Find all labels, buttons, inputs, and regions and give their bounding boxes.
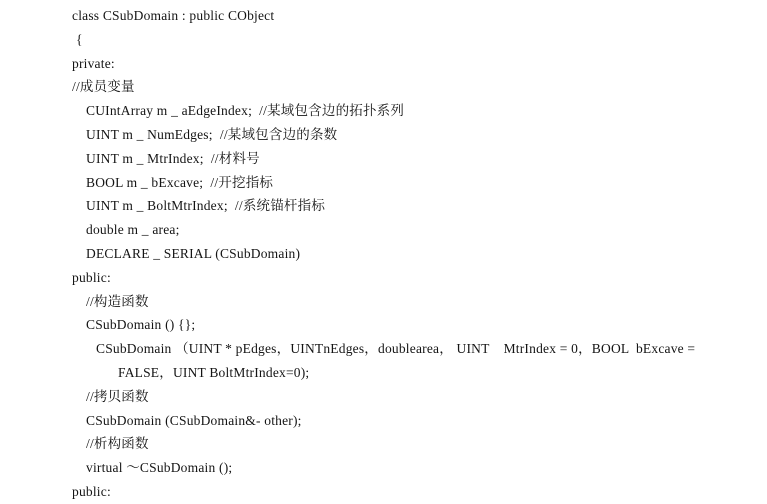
code-listing bbox=[0, 4, 767, 504]
code-line: CSubDomain （UINT * pEdges，UINTnEdges，doublearea， UINT MtrIndex = 0，BOOL bExcave = bbox=[96, 341, 696, 357]
code-line: UINT m _ MtrIndex; //材料号 bbox=[86, 150, 260, 166]
code-line: //拷贝函数 bbox=[86, 388, 149, 404]
code-line: class CSubDomain : public CObject bbox=[72, 8, 275, 23]
code-line: private: bbox=[72, 55, 115, 71]
code-line-continuation: FALSE，UINT BoltMtrIndex=0); bbox=[118, 364, 310, 380]
code-line: public: bbox=[72, 483, 111, 499]
code-line: UINT m _ BoltMtrIndex; //系统锚杆指标 bbox=[86, 198, 326, 214]
code-line: DECLARE _ SERIAL (CSubDomain) bbox=[86, 245, 301, 261]
code-line: //析构函数 bbox=[86, 436, 149, 452]
code-line: CSubDomain (CSubDomain&- other); bbox=[86, 412, 302, 428]
code-line: CUIntArray m _ aEdgeIndex; //某域包含边的拓扑系列 bbox=[86, 103, 405, 119]
code-line: //成员变量 bbox=[72, 79, 135, 95]
code-line: { bbox=[76, 31, 83, 47]
code-line: double m _ area; bbox=[86, 222, 180, 238]
code-line: BOOL m _ bExcave; //开挖指标 bbox=[86, 174, 274, 190]
code-line: public: bbox=[72, 269, 111, 285]
code-line: UINT m _ NumEdges; //某域包含边的条数 bbox=[86, 126, 338, 142]
code-line: //构造函数 bbox=[86, 293, 149, 309]
code-line: virtual ～CSubDomain (); bbox=[86, 460, 233, 476]
code-line: CSubDomain () {}; bbox=[86, 317, 196, 333]
